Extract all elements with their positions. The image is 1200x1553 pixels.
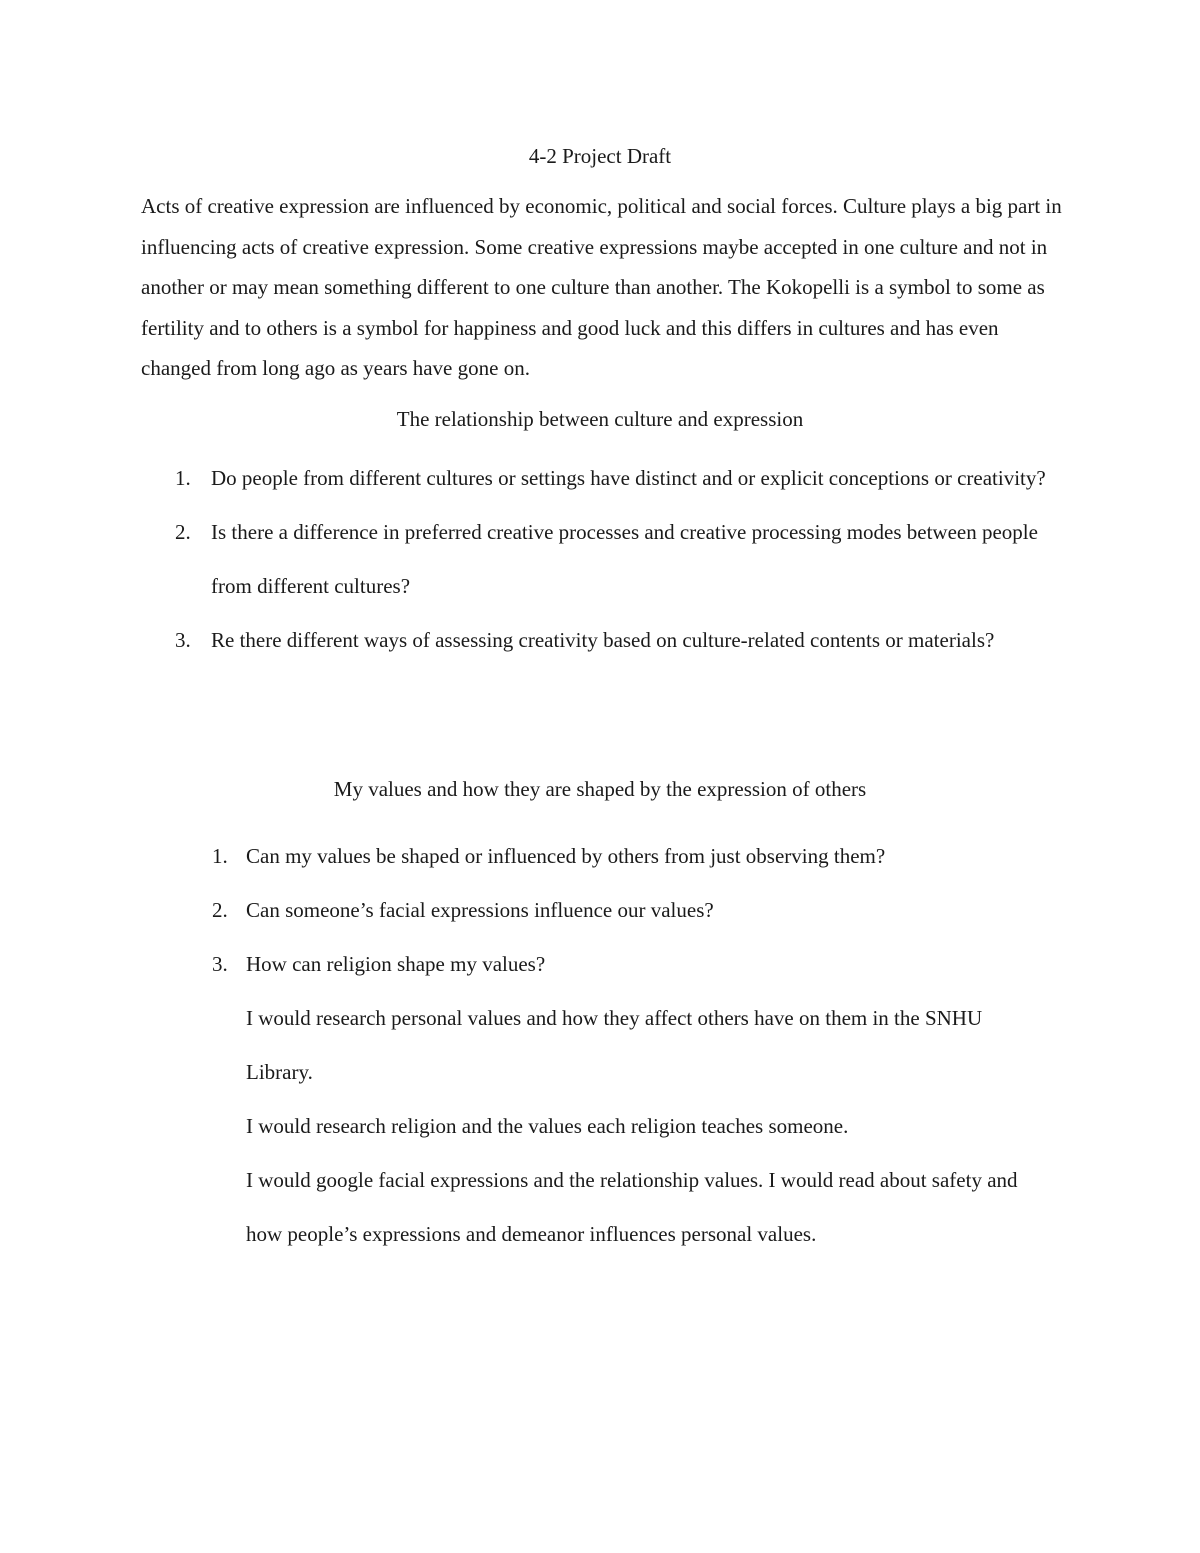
list-item-number: 1.	[212, 844, 228, 868]
list-item-number: 3.	[212, 952, 228, 976]
list-item	[212, 937, 1046, 991]
list-item	[175, 613, 1061, 667]
section-heading-culture-expression: The relationship between culture and expression	[396, 407, 804, 431]
section-heading-values: My values and how they are shaped by the expression of others	[333, 777, 867, 801]
research-notes	[246, 991, 1046, 1261]
intro-paragraph: Acts of creative expression are influenced by economic, political and social forces. Culture plays a big part in influencing acts of creative expression. Some creative expressions maybe accepted in one culture and not in another or may mean something different to one culture than another. The Kokopelli is a symbol to some as fertility and to others is a symbol for happiness and good luck and this differs in cultures and has even changed from long ago as years have gone on.	[141, 194, 1062, 381]
list-item-text: Can my values be shaped or influenced by others from just observing them?	[246, 844, 886, 868]
list-item	[175, 451, 1061, 505]
list-item	[212, 883, 1046, 937]
document-title: 4-2 Project Draft	[528, 144, 672, 168]
research-note: I would google facial expressions and the relationship values. I would read about safety and how people’s expressions and demeanor influences personal values.	[246, 1168, 1018, 1246]
culture-questions-list	[175, 451, 1061, 667]
list-item-text: Re there different ways of assessing creativity based on culture-related contents or materials?	[211, 628, 995, 652]
list-item	[175, 505, 1061, 613]
list-item-number: 3.	[175, 628, 191, 652]
list-item-number: 2.	[175, 520, 191, 544]
list-item	[212, 829, 1046, 883]
list-item-number: 2.	[212, 898, 228, 922]
list-item-text: Is there a difference in preferred creative processes and creative processing modes between people from different cultures?	[211, 520, 1038, 598]
list-item-number: 1.	[175, 466, 191, 490]
research-note: I would research personal values and how they affect others have on them in the SNHU Library.	[246, 1006, 983, 1084]
values-questions-list	[212, 829, 1046, 991]
list-item-text: Do people from different cultures or settings have distinct and or explicit conceptions or creativity?	[211, 466, 1046, 490]
research-note: I would research religion and the values each religion teaches someone.	[246, 1114, 849, 1138]
list-item-text: How can religion shape my values?	[246, 952, 546, 976]
list-item-text: Can someone’s facial expressions influence our values?	[246, 898, 714, 922]
